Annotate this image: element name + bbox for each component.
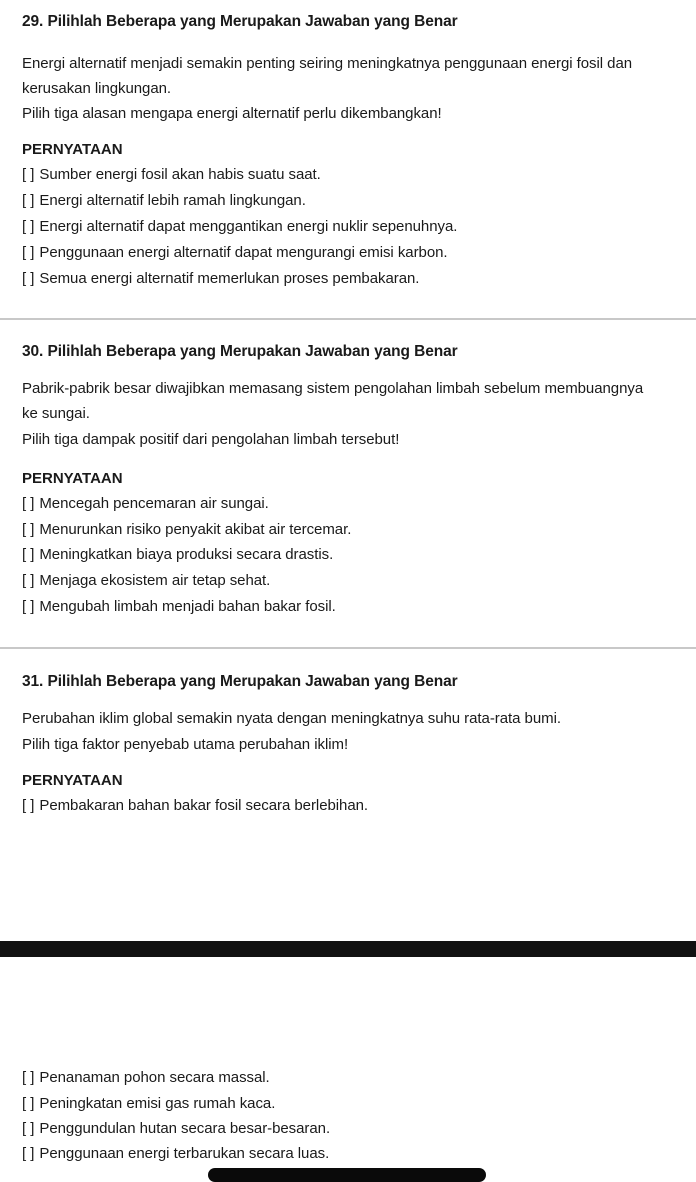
checkbox-icon[interactable]: [ ] xyxy=(22,546,35,563)
question-29-paragraph-line-2: kerusakan lingkungan. xyxy=(22,80,172,97)
checkbox-icon[interactable]: [ ] xyxy=(22,797,35,814)
question-30-option-5[interactable] xyxy=(22,598,336,615)
option-label: Meningkatkan biaya produksi secara drastis. xyxy=(39,546,334,563)
home-indicator-bar[interactable] xyxy=(208,1168,486,1182)
option-label: Semua energi alternatif memerlukan proses pembakaran. xyxy=(39,270,420,287)
question-29-option-4[interactable] xyxy=(22,244,448,261)
question-30-statements-label: PERNYATAAN xyxy=(22,470,123,487)
question-30-prompt: Pilih tiga dampak positif dari pengolahan limbah tersebut! xyxy=(22,431,400,448)
checkbox-icon[interactable]: [ ] xyxy=(22,270,35,287)
screenshot-seam-bar xyxy=(0,941,696,957)
question-29-title: 29. Pilihlah Beberapa yang Merupakan Jawaban yang Benar xyxy=(22,13,458,30)
option-label: Energi alternatif dapat menggantikan energi nuklir sepenuhnya. xyxy=(39,218,458,235)
question-31-option-2[interactable] xyxy=(22,1069,270,1086)
question-29-option-1[interactable] xyxy=(22,166,321,183)
option-label: Menjaga ekosistem air tetap sehat. xyxy=(39,572,271,589)
question-29-option-3[interactable] xyxy=(22,218,457,235)
option-label: Menurunkan risiko penyakit akibat air tercemar. xyxy=(39,521,352,538)
question-30-paragraph-line-1: Pabrik-pabrik besar diwajibkan memasang sistem pengolahan limbah sebelum membuangnya xyxy=(22,380,644,397)
option-label: Pembakaran bahan bakar fosil secara berlebihan. xyxy=(39,797,369,814)
option-label: Penggundulan hutan secara besar-besaran. xyxy=(39,1120,331,1137)
checkbox-icon[interactable]: [ ] xyxy=(22,1120,35,1137)
question-29-statements-label: PERNYATAAN xyxy=(22,141,123,158)
checkbox-icon[interactable]: [ ] xyxy=(22,1145,35,1162)
question-31-option-3[interactable] xyxy=(22,1095,275,1112)
checkbox-icon[interactable]: [ ] xyxy=(22,1069,35,1086)
checkbox-icon[interactable]: [ ] xyxy=(22,521,35,538)
question-31-option-1[interactable] xyxy=(22,797,368,814)
question-29-paragraph-line-1: Energi alternatif menjadi semakin penting seiring meningkatnya penggunaan energi fosil dan xyxy=(22,55,633,72)
section-divider xyxy=(0,318,696,320)
checkbox-icon[interactable]: [ ] xyxy=(22,598,35,615)
option-label: Sumber energi fosil akan habis suatu saat. xyxy=(39,166,321,183)
checkbox-icon[interactable]: [ ] xyxy=(22,1095,35,1112)
question-29-prompt: Pilih tiga alasan mengapa energi alternatif perlu dikembangkan! xyxy=(22,105,442,122)
question-29-option-5[interactable] xyxy=(22,270,419,287)
question-30-paragraph-line-2: ke sungai. xyxy=(22,405,90,422)
question-31-option-4[interactable] xyxy=(22,1120,330,1137)
question-30-option-1[interactable] xyxy=(22,495,269,512)
question-30-option-2[interactable] xyxy=(22,521,351,538)
checkbox-icon[interactable]: [ ] xyxy=(22,192,35,209)
question-30-option-4[interactable] xyxy=(22,572,270,589)
question-31-option-5[interactable] xyxy=(22,1145,329,1162)
option-label: Penggunaan energi alternatif dapat mengurangi emisi karbon. xyxy=(39,244,448,261)
option-label: Energi alternatif lebih ramah lingkungan. xyxy=(39,192,306,209)
option-label: Penanaman pohon secara massal. xyxy=(39,1069,270,1086)
question-31-title: 31. Pilihlah Beberapa yang Merupakan Jawaban yang Benar xyxy=(22,673,458,690)
question-29-option-2[interactable] xyxy=(22,192,306,209)
question-31-prompt: Pilih tiga faktor penyebab utama perubahan iklim! xyxy=(22,736,349,753)
question-31-paragraph-line-1: Perubahan iklim global semakin nyata dengan meningkatnya suhu rata-rata bumi. xyxy=(22,710,561,727)
question-30-title: 30. Pilihlah Beberapa yang Merupakan Jawaban yang Benar xyxy=(22,343,458,360)
question-30-option-3[interactable] xyxy=(22,546,333,563)
checkbox-icon[interactable]: [ ] xyxy=(22,572,35,589)
option-label: Mengubah limbah menjadi bahan bakar fosil. xyxy=(39,598,336,615)
checkbox-icon[interactable]: [ ] xyxy=(22,495,35,512)
checkbox-icon[interactable]: [ ] xyxy=(22,244,35,261)
checkbox-icon[interactable]: [ ] xyxy=(22,166,35,183)
section-divider xyxy=(0,647,696,649)
option-label: Mencegah pencemaran air sungai. xyxy=(39,495,269,512)
checkbox-icon[interactable]: [ ] xyxy=(22,218,35,235)
option-label: Penggunaan energi terbarukan secara luas. xyxy=(39,1145,330,1162)
question-31-statements-label: PERNYATAAN xyxy=(22,772,123,789)
option-label: Peningkatan emisi gas rumah kaca. xyxy=(39,1095,276,1112)
